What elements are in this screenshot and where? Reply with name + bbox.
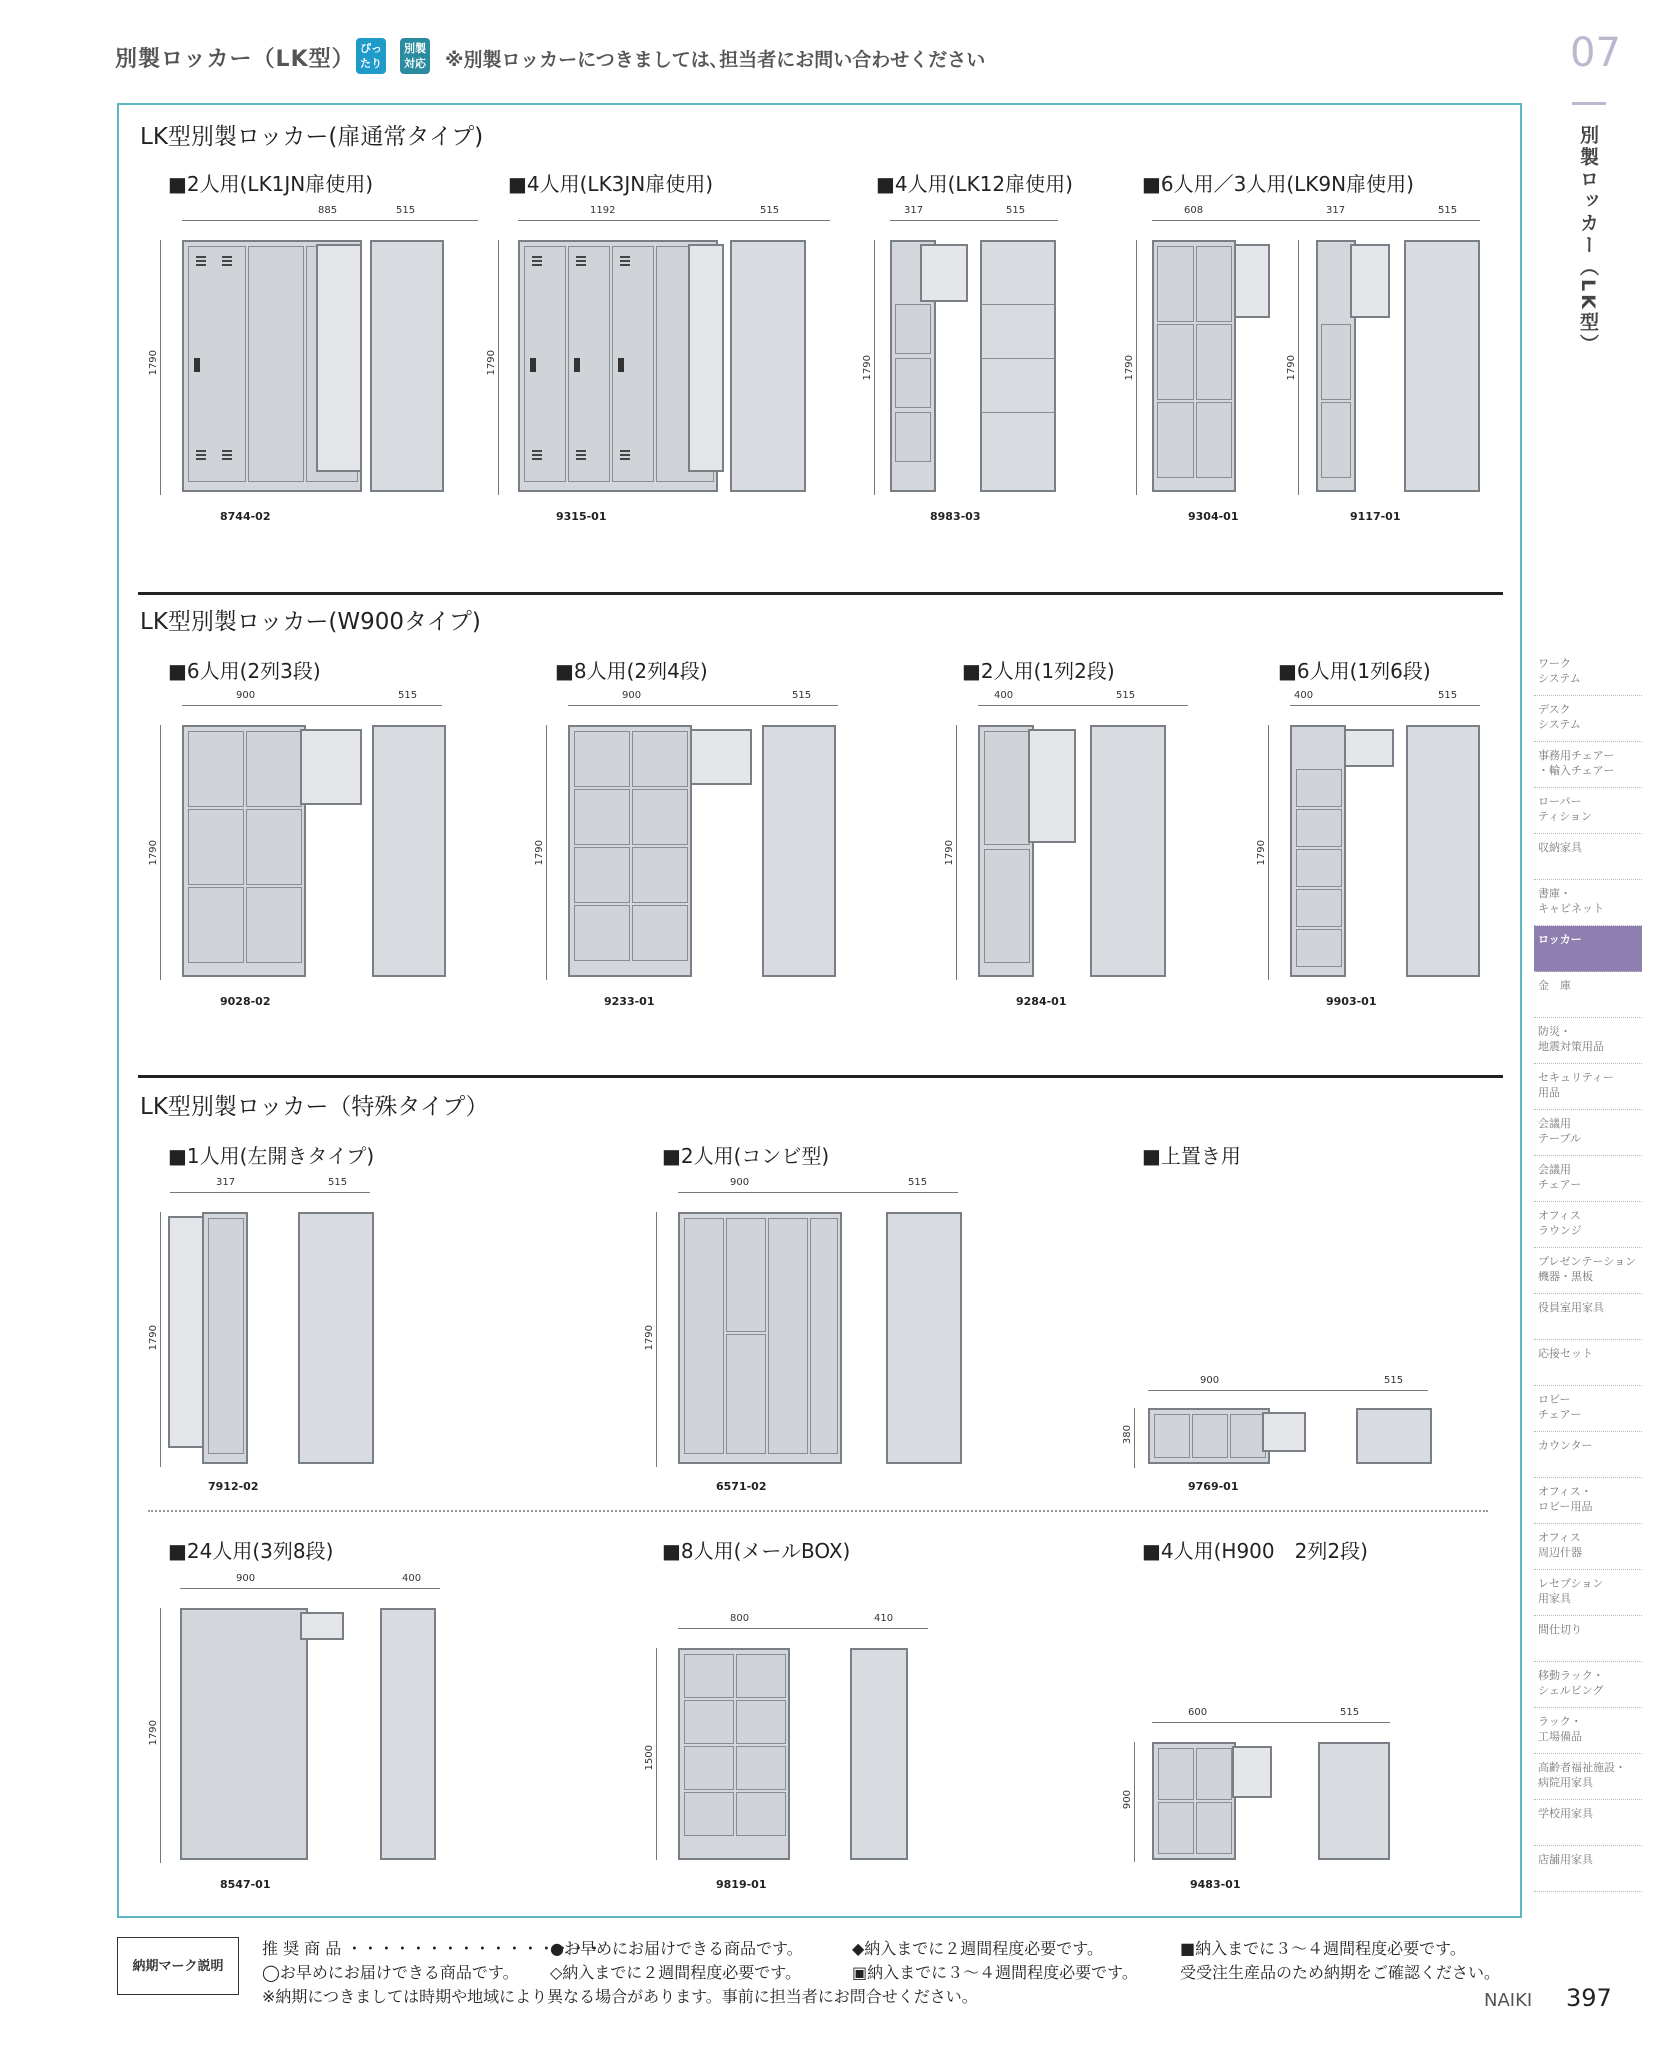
dimension-line	[1152, 1722, 1390, 1723]
open-door	[1232, 1746, 1272, 1798]
height-dim: 1790	[644, 1325, 655, 1351]
model-number: 6571-02	[716, 1480, 767, 1493]
dimension-line	[180, 1588, 440, 1589]
delivery-legend-label: 納期マーク説明	[117, 1937, 239, 1995]
locker-front	[1152, 1742, 1236, 1860]
item-title: ■8人用(メールBOX)	[662, 1539, 851, 1563]
item-title: ■1人用(左開きタイプ)	[168, 1144, 375, 1168]
nav-item[interactable]: カウンター	[1534, 1432, 1642, 1478]
dimension-line	[1268, 725, 1269, 980]
open-door	[316, 244, 362, 472]
dimension-line	[546, 725, 547, 980]
width-dim: 317	[216, 1177, 236, 1188]
section-title: LK型別製ロッカー（特殊タイプ）	[140, 1094, 489, 1120]
dimension-line	[170, 1192, 370, 1193]
item-title: ■4人用(LK3JN扉使用)	[508, 172, 714, 196]
open-door	[1350, 244, 1390, 318]
nav-item[interactable]: ロッカー	[1534, 926, 1642, 972]
section-divider	[138, 592, 1503, 595]
locker-side	[370, 240, 444, 492]
dimension-line	[656, 1212, 657, 1467]
model-number: 9769-01	[1188, 1480, 1239, 1493]
item-title: ■24人用(3列8段)	[168, 1539, 334, 1563]
height-dim-2: 1790	[1286, 355, 1297, 381]
height-dim: 1790	[862, 355, 873, 381]
width-dim: 800	[730, 1613, 750, 1624]
open-door	[690, 729, 752, 785]
item-title: ■6人用／3人用(LK9N扉使用)	[1142, 172, 1414, 196]
locker-front	[568, 725, 692, 977]
depth-dim: 515	[1006, 205, 1026, 216]
nav-item[interactable]: 店舗用家具	[1534, 1846, 1642, 1892]
locker-side	[372, 725, 446, 977]
width-dim: 608	[1184, 205, 1204, 216]
nav-item[interactable]: 高齢者福祉施設・ 病院用家具	[1534, 1754, 1642, 1800]
nav-item[interactable]: ワーク システム	[1534, 650, 1642, 696]
depth-dim: 515	[396, 205, 416, 216]
height-dim: 1790	[1256, 840, 1267, 866]
nav-item[interactable]: セキュリティー 用品	[1534, 1064, 1642, 1110]
depth-dim: 515	[328, 1177, 348, 1188]
model-number: 9819-01	[716, 1878, 767, 1891]
model-number: 7912-02	[208, 1480, 259, 1493]
depth-dim: 515	[1384, 1375, 1404, 1386]
width-dim: 885	[318, 205, 338, 216]
nav-item[interactable]: 応接セット	[1534, 1340, 1642, 1386]
model-number-2: 9117-01	[1350, 510, 1401, 523]
height-dim: 380	[1122, 1425, 1133, 1445]
width-dim: 317	[904, 205, 924, 216]
open-door	[1262, 1412, 1306, 1452]
dimension-line	[956, 725, 957, 980]
item-title: ■4人用(H900 2列2段)	[1142, 1539, 1368, 1563]
nav-item[interactable]: 事務用チェアー ・輸入チェアー	[1534, 742, 1642, 788]
locker-front	[678, 1648, 790, 1860]
nav-item[interactable]: 会議用 チェアー	[1534, 1156, 1642, 1202]
dimension-line	[182, 705, 442, 706]
nav-item[interactable]: デスク システム	[1534, 696, 1642, 742]
locker-front	[180, 1608, 308, 1860]
open-door	[300, 1612, 344, 1640]
dimension-line	[678, 1628, 928, 1629]
custom-badge: 別製対応	[400, 38, 430, 74]
height-dim: 1790	[148, 1720, 159, 1746]
item-title: ■6人用(1列6段)	[1278, 659, 1431, 683]
model-number: 9028-02	[220, 995, 271, 1008]
nav-item[interactable]: 金 庫	[1534, 972, 1642, 1018]
open-door	[168, 1216, 204, 1448]
model-number: 8547-01	[220, 1878, 271, 1891]
legend-item: 受受注生産品のため納期をご確認ください。	[1180, 1963, 1501, 1982]
depth-dim: 515	[1438, 205, 1458, 216]
nav-item[interactable]: 間仕切り	[1534, 1616, 1642, 1662]
legend-item: ■納入までに３～４週間程度必要です。	[1180, 1939, 1466, 1958]
locker-side	[730, 240, 806, 492]
nav-item[interactable]: 書庫・ キャビネット	[1534, 880, 1642, 926]
height-dim: 1790	[944, 840, 955, 866]
depth-dim: 515	[1116, 690, 1136, 701]
section-title: LK型別製ロッカー(扉通常タイプ)	[140, 124, 484, 150]
dimension-line	[1148, 1390, 1428, 1391]
page-title: 別製ロッカー（LK型）	[115, 47, 355, 72]
locker-side	[1318, 1742, 1390, 1860]
height-dim: 1790	[148, 350, 159, 376]
model-number: 8744-02	[220, 510, 271, 523]
nav-item[interactable]: ラック・ 工場備品	[1534, 1708, 1642, 1754]
dotted-divider	[148, 1510, 1488, 1512]
item-title: ■2人用(LK1JN扉使用)	[168, 172, 374, 196]
dimension-line	[1290, 705, 1480, 706]
locker-side	[980, 240, 1056, 492]
model-number: 9233-01	[604, 995, 655, 1008]
header-note: ※別製ロッカーにつきましては､担当者にお問い合わせください	[445, 49, 986, 71]
width-dim: 900	[622, 690, 642, 701]
width-dim: 1192	[590, 205, 616, 216]
dimension-line	[890, 220, 1058, 221]
legend-item: ●お早めにお届けできる商品です。	[550, 1939, 803, 1958]
locker-front	[678, 1212, 842, 1464]
locker-side	[850, 1648, 908, 1860]
section-divider	[138, 1075, 1503, 1078]
height-dim: 1790	[148, 840, 159, 866]
side-title: 別製ロッカー（LK型）	[1577, 125, 1599, 356]
dimension-line	[568, 705, 838, 706]
fit-badge: ぴったり	[356, 38, 386, 74]
page-number: 397	[1566, 1984, 1612, 2012]
locker-front	[202, 1212, 248, 1464]
depth-dim: 400	[402, 1573, 422, 1584]
width-dim: 400	[1294, 690, 1314, 701]
model-number: 9304-01	[1188, 510, 1239, 523]
dimension-line	[656, 1648, 657, 1860]
locker-side	[298, 1212, 374, 1464]
dimension-line	[160, 240, 161, 495]
nav-item[interactable]: 防災・ 地震対策用品	[1534, 1018, 1642, 1064]
legend-item: ◇納入までに２週間程度必要です。	[550, 1963, 802, 1982]
width-dim: 600	[1188, 1707, 1208, 1718]
width-dim: 400	[994, 690, 1014, 701]
nav-item[interactable]: オフィス ラウンジ	[1534, 1202, 1642, 1248]
depth-dim: 515	[760, 205, 780, 216]
dimension-line	[498, 240, 499, 495]
nav-item[interactable]: 役員室用家具	[1534, 1294, 1642, 1340]
height-dim: 1790	[534, 840, 545, 866]
dimension-line	[1134, 1408, 1135, 1468]
legend-recommended: 推 奨 商 品 ・・・・・・・・・・・・・・・・	[262, 1939, 603, 1958]
dimension-line	[978, 705, 1188, 706]
item-title: ■上置き用	[1142, 1144, 1241, 1168]
dimension-line	[1136, 240, 1137, 495]
brand-name: NAIKI	[1484, 1990, 1533, 2011]
chapter-number: 07	[1570, 30, 1621, 76]
width-dim-2: 317	[1326, 205, 1346, 216]
item-title: ■4人用(LK12扉使用)	[876, 172, 1073, 196]
nav-item[interactable]: ローパー ティション	[1534, 788, 1642, 834]
locker-side	[886, 1212, 962, 1464]
chapter-divider	[1572, 102, 1606, 105]
locker-side	[1090, 725, 1166, 977]
height-dim: 1790	[486, 350, 497, 376]
legend-note: ※納期につきましては時期や地域により異なる場合があります。事前に担当者にお問合せください。	[262, 1987, 978, 2006]
depth-dim: 515	[792, 690, 812, 701]
model-number: 9483-01	[1190, 1878, 1241, 1891]
section-title: LK型別製ロッカー(W900タイプ)	[140, 609, 481, 635]
locker-front	[1148, 1408, 1270, 1464]
open-door	[1234, 244, 1270, 318]
legend-item: ◯お早めにお届けできる商品です。	[262, 1963, 519, 1982]
depth-dim: 515	[398, 690, 418, 701]
nav-item[interactable]: プレゼンテーション 機器・黒板	[1534, 1248, 1642, 1294]
dimension-line	[160, 1212, 161, 1467]
nav-item[interactable]: オフィス 周辺什器	[1534, 1524, 1642, 1570]
nav-item[interactable]: 収納家具	[1534, 834, 1642, 880]
locker-side	[380, 1608, 436, 1860]
dimension-line	[160, 725, 161, 980]
open-door	[688, 244, 724, 472]
width-dim: 900	[236, 1573, 256, 1584]
locker-front	[182, 725, 306, 977]
nav-item[interactable]: レセプション 用家具	[1534, 1570, 1642, 1616]
item-title: ■2人用(コンビ型)	[662, 1144, 830, 1168]
dimension-line	[1298, 240, 1299, 495]
locker-front	[1152, 240, 1236, 492]
item-title: ■6人用(2列3段)	[168, 659, 321, 683]
nav-item[interactable]: ロビー チェアー	[1534, 1386, 1642, 1432]
width-dim: 900	[1200, 1375, 1220, 1386]
depth-dim: 515	[1340, 1707, 1360, 1718]
dimension-line	[1152, 220, 1480, 221]
width-dim: 900	[236, 690, 256, 701]
model-number: 9903-01	[1326, 995, 1377, 1008]
width-dim: 900	[730, 1177, 750, 1188]
dimension-line	[518, 220, 830, 221]
height-dim: 1500	[644, 1745, 655, 1771]
locker-side	[1406, 725, 1480, 977]
depth-dim: 515	[1438, 690, 1458, 701]
item-title: ■2人用(1列2段)	[962, 659, 1115, 683]
nav-item[interactable]: オフィス・ ロビー用品	[1534, 1478, 1642, 1524]
dimension-line	[678, 1192, 958, 1193]
open-door	[1344, 729, 1394, 767]
model-number: 9315-01	[556, 510, 607, 523]
dimension-line	[160, 1608, 161, 1863]
locker-side	[762, 725, 836, 977]
dimension-line	[182, 220, 478, 221]
locker-front	[1290, 725, 1346, 977]
locker-front	[978, 725, 1034, 977]
legend-item: ▣納入までに３～４週間程度必要です。	[852, 1963, 1138, 1982]
depth-dim: 515	[908, 1177, 928, 1188]
model-number: 9284-01	[1016, 995, 1067, 1008]
open-door	[1028, 729, 1076, 843]
height-dim: 1790	[1124, 355, 1135, 381]
item-title: ■8人用(2列4段)	[555, 659, 708, 683]
nav-item[interactable]: 移動ラック・ シェルビング	[1534, 1662, 1642, 1708]
height-dim: 1790	[148, 1325, 159, 1351]
locker-side	[1404, 240, 1480, 492]
open-door	[300, 729, 362, 805]
dimension-line	[874, 240, 875, 495]
category-nav	[1534, 650, 1642, 1892]
nav-item[interactable]: 学校用家具	[1534, 1800, 1642, 1846]
open-door	[920, 244, 968, 302]
nav-item[interactable]: 会議用 テーブル	[1534, 1110, 1642, 1156]
model-number: 8983-03	[930, 510, 981, 523]
depth-dim: 410	[874, 1613, 894, 1624]
height-dim: 900	[1122, 1790, 1133, 1810]
locker-side	[1356, 1408, 1432, 1464]
legend-item: ◆納入までに２週間程度必要です。	[852, 1939, 1104, 1958]
dimension-line	[1134, 1742, 1135, 1862]
